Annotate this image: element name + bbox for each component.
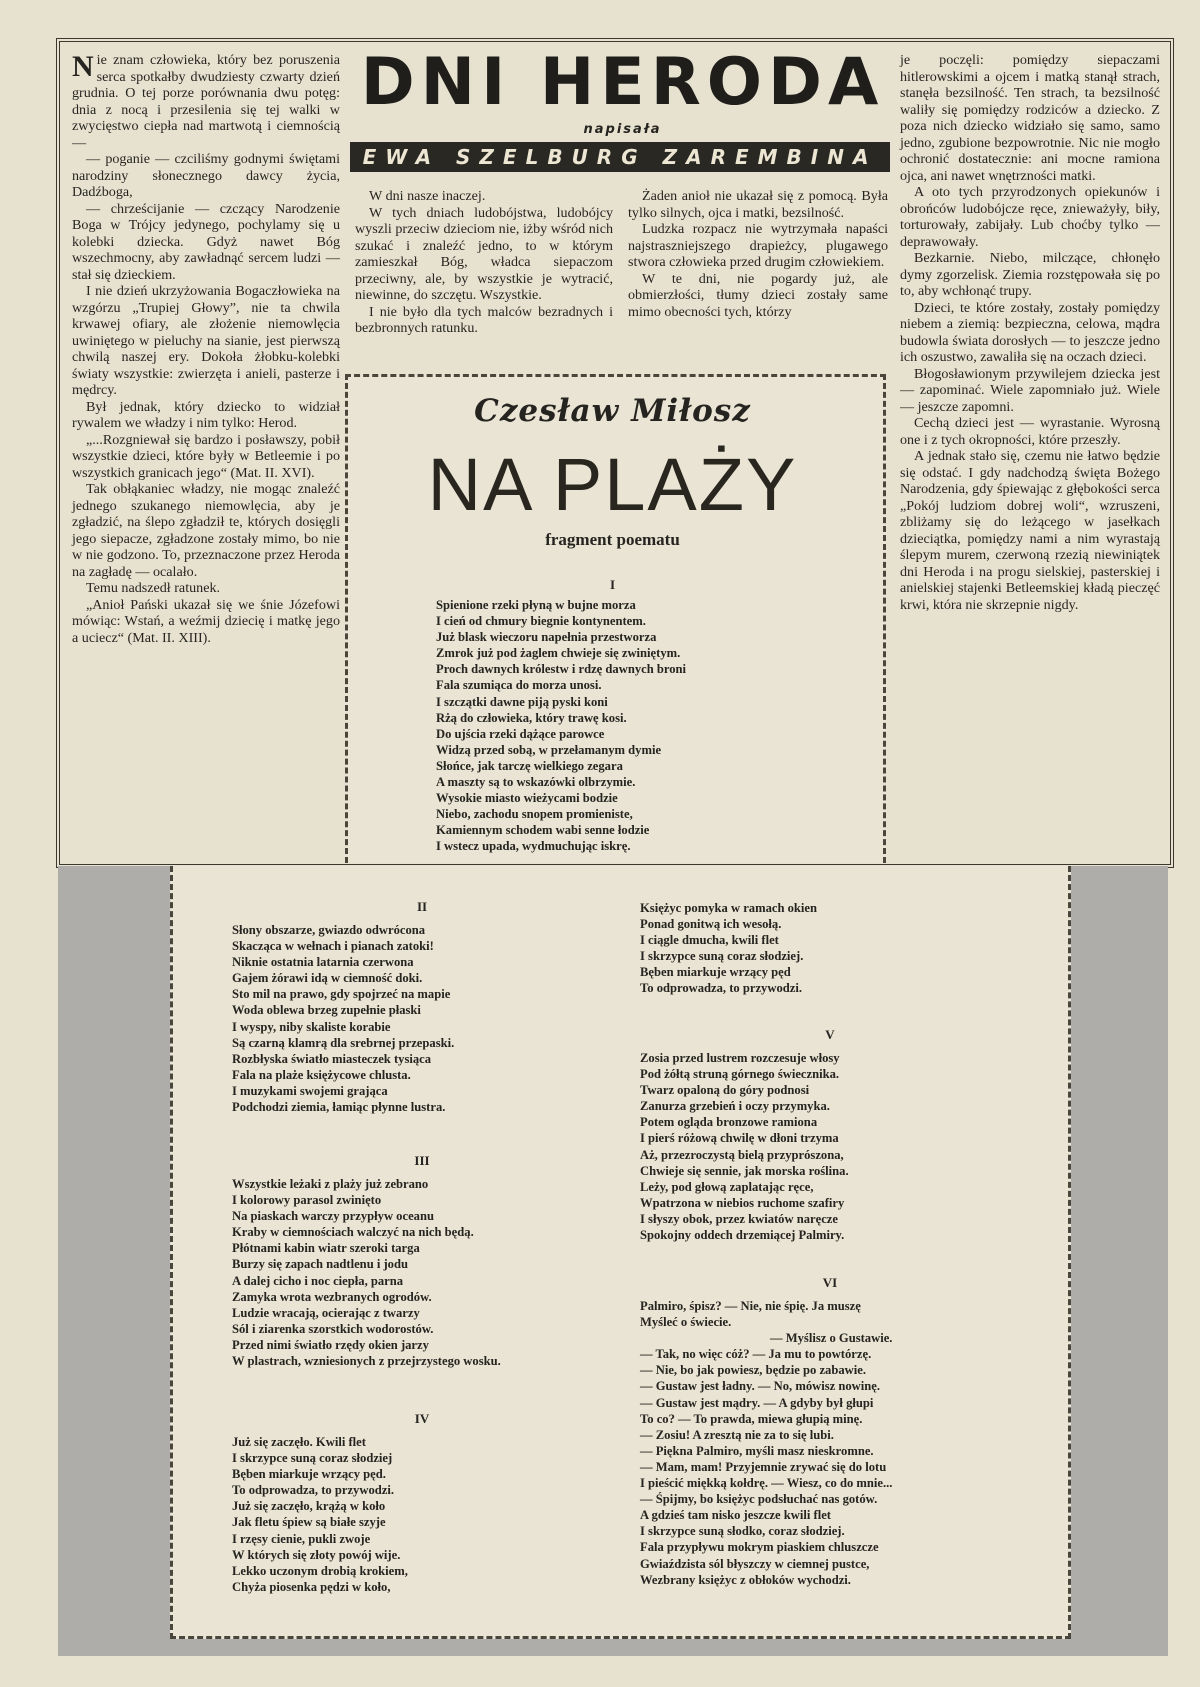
poem-line: Sól i ziarenka szorstkich wodorostów. [232, 1321, 434, 1336]
poem-line: I skrzypce suną coraz słodziej [232, 1451, 393, 1466]
poem-line: Już się zaczęło, krążą w koło [232, 1499, 386, 1514]
article-column-2 [355, 188, 613, 337]
byline-label: napisała [583, 122, 662, 137]
poem-line: I ciągle dmucha, kwili flet [640, 933, 779, 948]
poem-line: Podchodzi ziemia, łamiąc płynne lustra. [232, 1100, 446, 1115]
poem-line: To odprowadza, to przywodzi. [232, 1483, 394, 1498]
poem-line: I kolorowy parasol zwinięto [232, 1193, 382, 1208]
paragraph: W te dni, nie pogardy już, ale obmierzłości, tłumy dzieci zostały same mimo obecności tych, którzy [628, 270, 888, 320]
poem-line: Przed nimi światło rzędy okien jarzy [232, 1337, 429, 1352]
poem-line: Ponad gonitwą ich wesołą. [640, 917, 782, 932]
poem-line: Bęben miarkuje wrzący pęd [640, 965, 791, 980]
poem-line: Bęben miarkuje wrzący pęd. [232, 1467, 386, 1482]
poem-line: Chwieje się sennie, jak morska roślina. [640, 1163, 849, 1178]
poem-line: Są czarną klamrą dla srebrnej przepaski. [232, 1035, 455, 1050]
article-column-1 [72, 52, 340, 646]
drop-cap: N [72, 50, 94, 83]
poem-line: I słyszy obok, przez kwiatów naręcze [640, 1211, 838, 1226]
paragraph: Cechą dzieci jest — wyrastanie. Wyrosną one i z tych okropności, które przeszły. [900, 415, 1160, 448]
poem-line: — Gustaw jest ładny. — No, mówisz nowinę. [640, 1379, 880, 1394]
poem-line: I cień od chmury biegnie kontynentem. [436, 614, 646, 629]
poem-line: A dalej cicho i noc ciepła, parna [232, 1273, 404, 1288]
poem-line: — Piękna Palmiro, myśli masz nieskromne. [640, 1443, 874, 1458]
paragraph: Żaden anioł nie ukazał się z pomocą. Była tylko silnych, ojca i matki, bezsilność. [628, 188, 888, 221]
poem-line: Płótnami kabin wiatr szeroki targa [232, 1241, 420, 1256]
poem-line: I wstecz upada, wydmuchując iskrę. [436, 839, 631, 854]
poem-line: Niebo, zachodu snopem promieniste, [436, 807, 633, 822]
poem-line: — Myślisz o Gustawie. [770, 1331, 893, 1346]
paragraph: „...Rozgniewał się bardzo i posławszy, pobił wszystkie dzieci, które były w Betleemie i po wszystkich granicach jego“ (Mat. II. XVI). [72, 431, 340, 481]
poem-section-4-continued [640, 900, 817, 997]
poem-line: Spokojny oddech drzemiącej Palmiry. [640, 1228, 845, 1243]
poem-line: W których się złoty powój wije. [232, 1547, 401, 1562]
poem-line: — Śpijmy, bo księżyc podsłuchać nas gotów. [640, 1492, 878, 1507]
poem-section-1 [436, 597, 686, 855]
poem-line: Proch dawnych królestw i rdzę dawnych broni [436, 662, 687, 677]
author-bar: EWA SZELBURG ZAREMBINA [350, 142, 890, 172]
article-title: DNI HERODA [360, 45, 885, 120]
paragraph: Był jednak, który dziecko to widział rywalem we władzy i nim tylko: Herod. [72, 398, 340, 431]
poem-line: Widzą przed sobą, w przełamanym dymie [436, 742, 662, 757]
poem-line: Leży, pod głową zaplatając ręce, [640, 1179, 814, 1194]
poem-line: Rozbłyska światło miasteczek tysiąca [232, 1051, 432, 1066]
poem-line: I szczątki dawne piją pyski koni [436, 694, 608, 709]
poem-line: Już się zaczęło. Kwili flet [232, 1435, 366, 1449]
poem-line: Pod żółtą struną górnego świecznika. [640, 1067, 840, 1082]
poem-line: A maszty są to wskazówki olbrzymie. [436, 775, 636, 790]
article-column-3 [628, 188, 888, 320]
poem-line: I muzykami swojemi grająca [232, 1083, 388, 1098]
poem-line: Gajem żórawi idą w ciemność doki. [232, 971, 423, 986]
poem-line: I skrzypce suną słodko, coraz słodziej. [640, 1524, 845, 1539]
paragraph: I nie było dla tych malców bezradnych i bezbronnych ratunku. [355, 303, 613, 336]
poem-line: — Mam, mam! Przyjemnie zrywać się do lotu [640, 1459, 887, 1474]
poem-section-3 [232, 1176, 501, 1369]
poem-line: I wyspy, niby skaliste korabie [232, 1019, 391, 1034]
paragraph: A jednak stało się, czemu nie łatwo będzie się odstać. I gdy nadchodzą święta Bożego Narodzenia, gdy śpiewając z głębokości serca „Pokój ludziom dobrej woli“, wzruszeni, zbliżamy się do leżącego w jasełkach dzieciątka, pomiędzy nami a nim wyrastają ślepym murem, czerwoną rzezią niewiniątek dni Heroda i na progu sielskiej, pasterskiej i anielskiej stajenki Betleemskiej kładą pieczęć krwi, która nie skrzepnie nigdy. [900, 448, 1160, 613]
section-number: III [414, 1153, 430, 1168]
poem-line: Woda oblewa brzeg zupełnie płaski [232, 1003, 421, 1018]
section-number: IV [414, 1411, 430, 1426]
poem-line: Zamyka wrota wezbranych ogrodów. [232, 1289, 432, 1304]
poem-line: Niknie ostatnia latarnia czerwona [232, 955, 414, 970]
poem-line: Myśleć o świecie. [640, 1315, 732, 1330]
poem-line: Jak fletu śpiew są białe szyje [232, 1515, 386, 1530]
article-column-4 [900, 52, 1160, 613]
poem-line: Rżą do człowieka, który trawę kosi. [436, 710, 627, 725]
poem-line: Wszystkie leżaki z plaży już zebrano [232, 1177, 429, 1191]
poem-line: Kamiennym schodem wabi senne łodzie [436, 823, 650, 838]
poem-line: — Tak, no więc cóż? — Ja mu to powtórzę. [640, 1347, 872, 1362]
section-number: VI [822, 1275, 838, 1290]
poem-line: Fala szumiąca do morza unosi. [436, 678, 602, 693]
poem-line: Gwiaździsta sól błyszczy w ciemnej pustce, [640, 1556, 870, 1571]
poem-line: Twarz opaloną do góry podnosi [640, 1083, 810, 1098]
poem-line: Słony obszarze, gwiazdo odwrócona [232, 923, 426, 937]
paragraph: Temu nadszedł ratunek. [86, 580, 221, 596]
poem-line: Już blask wieczoru napełnia przestworza [436, 630, 657, 645]
paragraph: „Anioł Pański ukazał się we śnie Józefowi mówiąc: Wstań, a weźmij dziecię i matkę jego a uciecz“ (Mat. II. XIII). [72, 596, 340, 646]
poem-line: Potem ogląda bronzowe ramiona [640, 1115, 818, 1130]
poem-line: Zosia przed lustrem rozczesuje włosy [640, 1051, 840, 1065]
paragraph: W dni nasze inaczej. [369, 188, 486, 204]
poem-line: Sto mil na prawo, gdy spojrzeć na mapie [232, 987, 451, 1002]
poem-line: — Nie, bo jak powiesz, będzie po zabawie. [640, 1363, 866, 1378]
paragraph: Ludzka rozpacz nie wytrzymała napaści najstraszniejszego drapieżcy, plugawego stwora człowieka przed drugim człowiekiem. [628, 221, 888, 270]
poem-author: Czesław Miłosz [474, 393, 751, 429]
poem-line: Wpatrzona w niebios ruchome szafiry [640, 1195, 845, 1210]
paragraph: I nie dzień ukrzyżowania Bogaczłowieka na wzgórzu „Trupiej Głowy”, nie ta chwila krwawej ofiary, ale złożenie niemowlęcia uwiniętego w pieluchy na sianie, jest pierwszą chwilą naszej ery. Dokoła żłobku-kolebki światy wszystkie: zwierzęta i anieli, pasterze i mędrcy. [72, 283, 340, 398]
section-number: V [825, 1027, 835, 1042]
poem-line: Aż, przezroczystą bielą przyprószona, [640, 1147, 844, 1162]
poem-line: Chyża piosenka pędzi w koło, [232, 1579, 391, 1594]
poem-line: Kraby w ciemnościach walczyć na nich będą. [232, 1225, 474, 1240]
poem-line: — Zosiu! A zresztą nie za to się lubi. [640, 1427, 834, 1442]
poem-line: W plastrach, wzniesionych z przejrzystego wosku. [232, 1354, 501, 1369]
section-number: II [416, 899, 428, 914]
poem-line: Spienione rzeki płyną w bujne morza [436, 598, 636, 612]
paragraph: — chrześcijanie — czczący Narodzenie Boga w Trójcy jedynego, pochylamy się u kolebki dziecka. Gdyż nawet Bóg wszechmocny, aby zawładnąć sercem ludzi — stał się dzieckiem. [72, 200, 340, 283]
poem-line: Palmiro, śpisz? — Nie, nie śpię. Ja muszę [640, 1299, 861, 1313]
poem-line: Księżyc pomyka w ramach okien [640, 901, 818, 915]
poem-line: Wysokie miasto wieżycami bodzie [436, 791, 618, 806]
paragraph: A oto tych przyrodzonych opiekunów i obrońców ludobójcze ręce, znieważyły, biły, torturowały, zabijały. Lub choćby tylko — deprawowały. [900, 184, 1160, 250]
paragraph: Tak obłąkaniec władzy, nie mogąc znaleźć jednego szukanego niemowlęcia, aby je zgładzić, na ślepo zgładził te, których dosięgli jego siepacze, zgładzone zostały mimo, bo nie w nie godzono. To, przeznaczone przez Heroda na zagładę — ocalało. [72, 481, 340, 580]
poem-title: NA PLAŻY [427, 443, 798, 526]
poem-line: Fala przypływu mokrym piaskiem chluszcze [640, 1540, 879, 1555]
poem-line: Lekko uczonym drobią krokiem, [232, 1563, 408, 1578]
poem-line: Ludzie wracają, ocierając z twarzy [232, 1305, 420, 1320]
paragraph: Bezkarnie. Niebo, milczące, chłonęło dymy zgorzelisk. Ziemia rozstępowała się po to, aby wchłonąć trupy. [900, 250, 1160, 299]
poem-line: To odprowadza, to przywodzi. [640, 981, 802, 996]
poem-line: Na piaskach warczy przypływ oceanu [232, 1209, 434, 1224]
poem-line: I pierś różową chwilę w dłoni trzyma [640, 1131, 839, 1146]
poem-line: Burzy się zapach nadtlenu i jodu [232, 1257, 408, 1272]
paragraph: Błogosławionym przywilejem dziecka jest — zapominać. Wiele zapomniało już. Wiele — jeszcze zapomni. [900, 365, 1160, 415]
paragraph: W tych dniach ludobójstwa, ludobójcy wyszli przeciw dzieciom nie, iżby wśród nich szukać i znaleźć jedno, to w którym zamieszkał Bóg, władca siepaczom przeciwny, ale, by wszystkie je wytracić, niewinne, do szczętu. Wszystkie. [355, 204, 613, 303]
poem-section-6 [640, 1298, 892, 1588]
poem-section-4 [232, 1434, 408, 1595]
poem-line: Fala na plaże księżycowe chlusta. [232, 1067, 411, 1082]
poem-line: I pieścić miękką kołdrę. — Wiesz, co do mnie... [640, 1476, 893, 1491]
poem-line: To co? — To prawda, miewa głupią minę. [640, 1411, 863, 1426]
poem-line: A gdzieś tam nisko jeszcze kwili flet [640, 1508, 831, 1523]
paragraph: je poczęli: pomiędzy siepaczami hitlerowskimi a ojcem i matką stanął strach, stanęła bezsilność. Ten strach, ta bezsilność waliły się pomiędzy rodziców a dziecko. Z poza nich dziecko widziało się samo, samo jedno, zgubione bezpowrotnie. Nic nie mogło ochronić dostatecznie: ani mocne ramiona ojca, ani nawet wnętrzności matki. [900, 52, 1160, 184]
poem-line: Skacząca w wełnach i pianach zatoki! [232, 939, 434, 954]
poem-line: Zanurza grzebień i oczy przymyka. [640, 1099, 830, 1114]
poem-subtitle: fragment poematu [545, 530, 680, 549]
poem-line: I rzęsy cienie, pukli zwoje [232, 1531, 371, 1546]
poem-line: — Gustaw jest mądry. — A gdyby był głupi [640, 1395, 874, 1410]
poem-line: Zmrok już pod żaglem chwieje się zwiniętym. [436, 646, 681, 661]
paragraph: Dzieci, te które zostały, zostały pomiędzy niebem a ziemią: bezpieczna, celowa, mądra budowla świata dorosłych — to jeszcze jedno ich oszustwo, zawaliła się na oczach dzieci. [900, 299, 1160, 365]
paragraph: ie znam człowieka, który bez poruszenia serca spotkałby dwudziesty czwarty dzień grudnia. O tej porze porównania dwu potęg: dnia z nocą i przesilenia się tej walki w zwycięstwo ciepła nad martwotą i ciemnością — [72, 52, 340, 151]
poem-line: I skrzypce suną coraz słodziej. [640, 949, 804, 964]
poem-line: Wezbrany księżyc z obłoków wychodzi. [640, 1572, 851, 1587]
poem-line: Słońce, jak tarczę wielkiego zegara [436, 758, 623, 773]
poem-line: Do ujścia rzeki dążące parowce [436, 726, 605, 741]
poem-section-5 [640, 1050, 849, 1243]
poem-section-2 [232, 922, 454, 1115]
paragraph: — poganie — czciliśmy godnymi świętami narodziny słonecznego dawcy życia, Dadźboga, [72, 151, 340, 200]
section-number: I [609, 577, 616, 592]
